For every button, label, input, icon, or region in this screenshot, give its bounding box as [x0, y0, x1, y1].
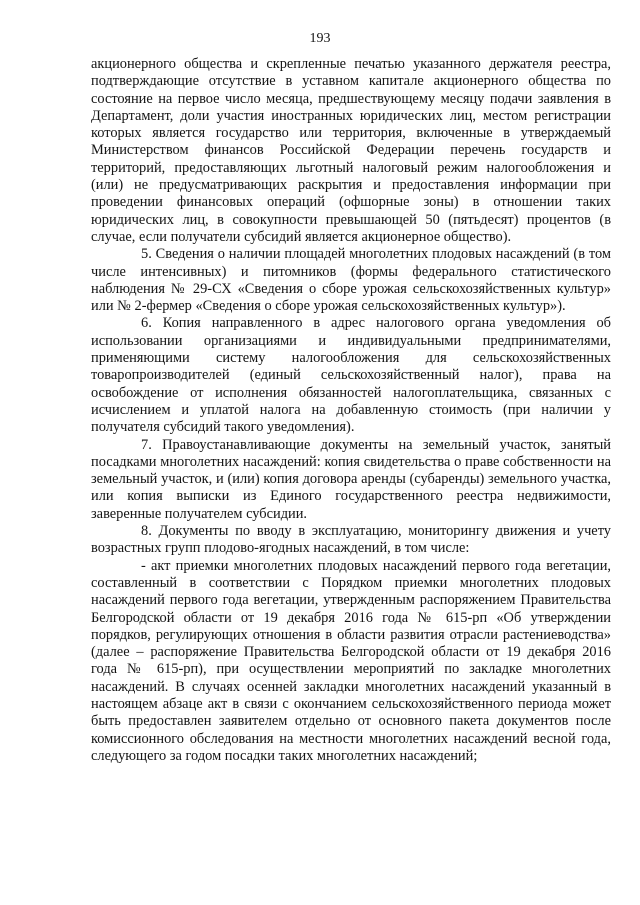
- document-body: [91, 56, 611, 765]
- paragraph-continuation: акционерного общества и скрепленные печатью указанного держателя реестра, подтверждающие отсутствие в уставном капитале акционерного общества по состояние на первое число месяца, предшествующему месяцу подачи заявления в Департамент, доли участия иностранных юридических лиц, местом регистрации которых является государство или территория, включенные в утверждаемый Министерством финансов Российской Федерации перечень государств и территорий, предоставляющих льготный налоговый режим налогообложения и (или) не предусматривающих раскрытия и предоставления информации при проведении финансовых операций (офшорные зоны) в отношении таких юридических лиц, в совокупности превышающей 50 (пятьдесят) процентов (в случае, если получатели субсидий является акционерное общество).: [91, 56, 611, 245]
- page-number: 193: [309, 31, 331, 46]
- paragraph-item-5: 5. Сведения о наличии площадей многолетних плодовых насаждений (в том числе интенсивных) и питомников (формы федерального статистического наблюдения № 29-СХ «Сведения о сборе урожая сельскохозяйственных культур» или № 2-фермер «Сведения о сборе урожая сельскохозяйственных культур»).: [91, 246, 611, 315]
- paragraph-item-6: 6. Копия направленного в адрес налогового органа уведомления об использовании организациями и индивидуальными предпринимателями, применяющими систему налогообложения для сельскохозяйственных товаропроизводителей (единый сельскохозяйственный налог), права на освобождение от исполнения обязанностей налогоплательщика, связанных с исчислением и уплатой налога на добавленную стоимость (при наличии у получателя субсидий такого уведомления).: [91, 315, 611, 436]
- paragraph-item-8-subitem-act: - акт приемки многолетних плодовых насаждений первого года вегетации, составленный в соответствии с Порядком приемки многолетних плодовых насаждений первого года вегетации, утвержденным распоряжением Правительства Белгородской области от 19 декабря 2016 года № 615-рп «Об утверждении порядков, регулирующих отношения в области развития отрасли растениеводства» (далее – распоряжение Правительства Белгородской области от 19 декабря 2016 года № 615-рп), при осуществлении мероприятий по закладке многолетних насаждений. В случаях осенней закладки многолетних насаждений указанный в настоящем абзаце акт в связи с окончанием сельскохозяйственного периода может быть предоставлен заявителем отдельно от основного пакета документов после комиссионного обследования на местности многолетних насаждений весной года, следующего за годом посадки таких многолетних насаждений;: [91, 557, 611, 764]
- paragraph-item-7: 7. Правоустанавливающие документы на земельный участок, занятый посадками многолетних насаждений: копия свидетельства о праве собственности на земельный участок, и (или) копия договора аренды (субаренды) земельного участка, или копия выписки из Единого государственного реестра недвижимости, заверенные получателем субсидии.: [91, 436, 611, 522]
- paragraph-item-8: 8. Документы по вводу в эксплуатацию, мониторингу движения и учету возрастных групп плодово-ягодных насаждений, в том числе:: [91, 523, 611, 557]
